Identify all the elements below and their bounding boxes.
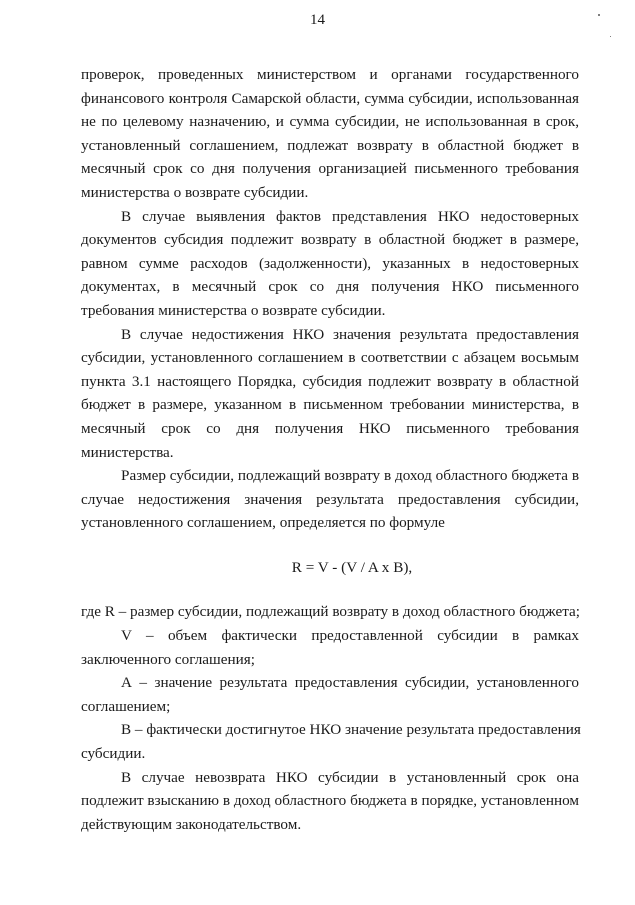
text-line: В случае невозврата НКО субсидии в установленный срок она	[121, 768, 579, 786]
spacer	[81, 535, 579, 556]
text-line: действующим законодательством.	[81, 815, 302, 833]
scan-speck	[610, 36, 611, 37]
paragraph-2	[81, 205, 579, 323]
page-number: 14	[310, 12, 325, 28]
text-line: V – объем фактически предоставленной субсидии в рамках	[121, 627, 579, 645]
text-line: субсидии, установленного соглашением в соответствии с абзацем восьмым	[81, 349, 579, 367]
text-line: месячный срок со дня получения организацией письменного требования	[81, 160, 579, 178]
paragraph-final	[81, 766, 579, 837]
text-line: документах, в месячный срок со дня получения НКО письменного	[81, 278, 579, 296]
text-line: документов субсидия подлежит возврату в областной бюджет в размере,	[81, 231, 579, 249]
text-line: министерства о возврате субсидии.	[81, 183, 309, 201]
text-line: бюджет в размере, указанном в письменном требовании министерства, в	[81, 396, 579, 414]
text-line: В – фактически достигнутое НКО значение результата предоставления	[121, 721, 581, 739]
text-line: заключенного соглашения;	[81, 650, 255, 668]
spacer	[81, 579, 579, 600]
text-line: пункта 3.1 настоящего Порядка, субсидия подлежит возврату в областной	[81, 372, 579, 390]
definition-b	[81, 718, 579, 765]
formula: R = V - (V / A x B),	[291, 558, 413, 576]
text-line: установленного соглашением, определяется по формуле	[81, 514, 445, 532]
text-line: требования министерства о возврате субсидии.	[81, 301, 386, 319]
text-line: В случае выявления фактов представления НКО недостоверных	[121, 207, 579, 225]
text-line: где R – размер субсидии, подлежащий возврату в доход областного бюджета;	[81, 603, 580, 621]
text-line: месячный срок со дня получения НКО письменного требования	[81, 419, 579, 437]
definition-a	[81, 671, 579, 718]
text-line: равном сумме расходов (задолженности), указанных в недостоверных	[81, 254, 579, 272]
definition-v	[81, 624, 579, 671]
text-line: субсидии.	[81, 745, 146, 763]
paragraph-4	[81, 464, 579, 535]
scan-speck	[598, 14, 600, 16]
definition-r	[81, 600, 579, 624]
text-line: Размер субсидии, подлежащий возврату в доход областного бюджета в	[121, 467, 579, 485]
text-line: проверок, проведенных министерством и органами государственного	[81, 66, 579, 83]
text-line: министерства.	[81, 443, 174, 461]
text-line: установленный соглашением, подлежат возврату в областной бюджет в	[81, 136, 579, 154]
paragraph-1	[81, 63, 579, 205]
text-line: соглашением;	[81, 697, 171, 715]
document-body	[81, 63, 579, 836]
text-line: В случае недостижения НКО значения результата предоставления	[121, 325, 579, 343]
text-line: финансового контроля Самарской области, сумма субсидии, использованная	[81, 89, 579, 107]
text-line: А – значение результата предоставления субсидии, установленного	[121, 674, 579, 692]
text-line: случае недостижения значения результата предоставления субсидии,	[81, 490, 579, 508]
text-line: не по целевому назначению, и сумма субсидии, не использованная в срок,	[81, 113, 579, 131]
paragraph-3	[81, 323, 579, 465]
text-line: подлежит взысканию в доход областного бюджета в порядке, установленном	[81, 792, 579, 810]
